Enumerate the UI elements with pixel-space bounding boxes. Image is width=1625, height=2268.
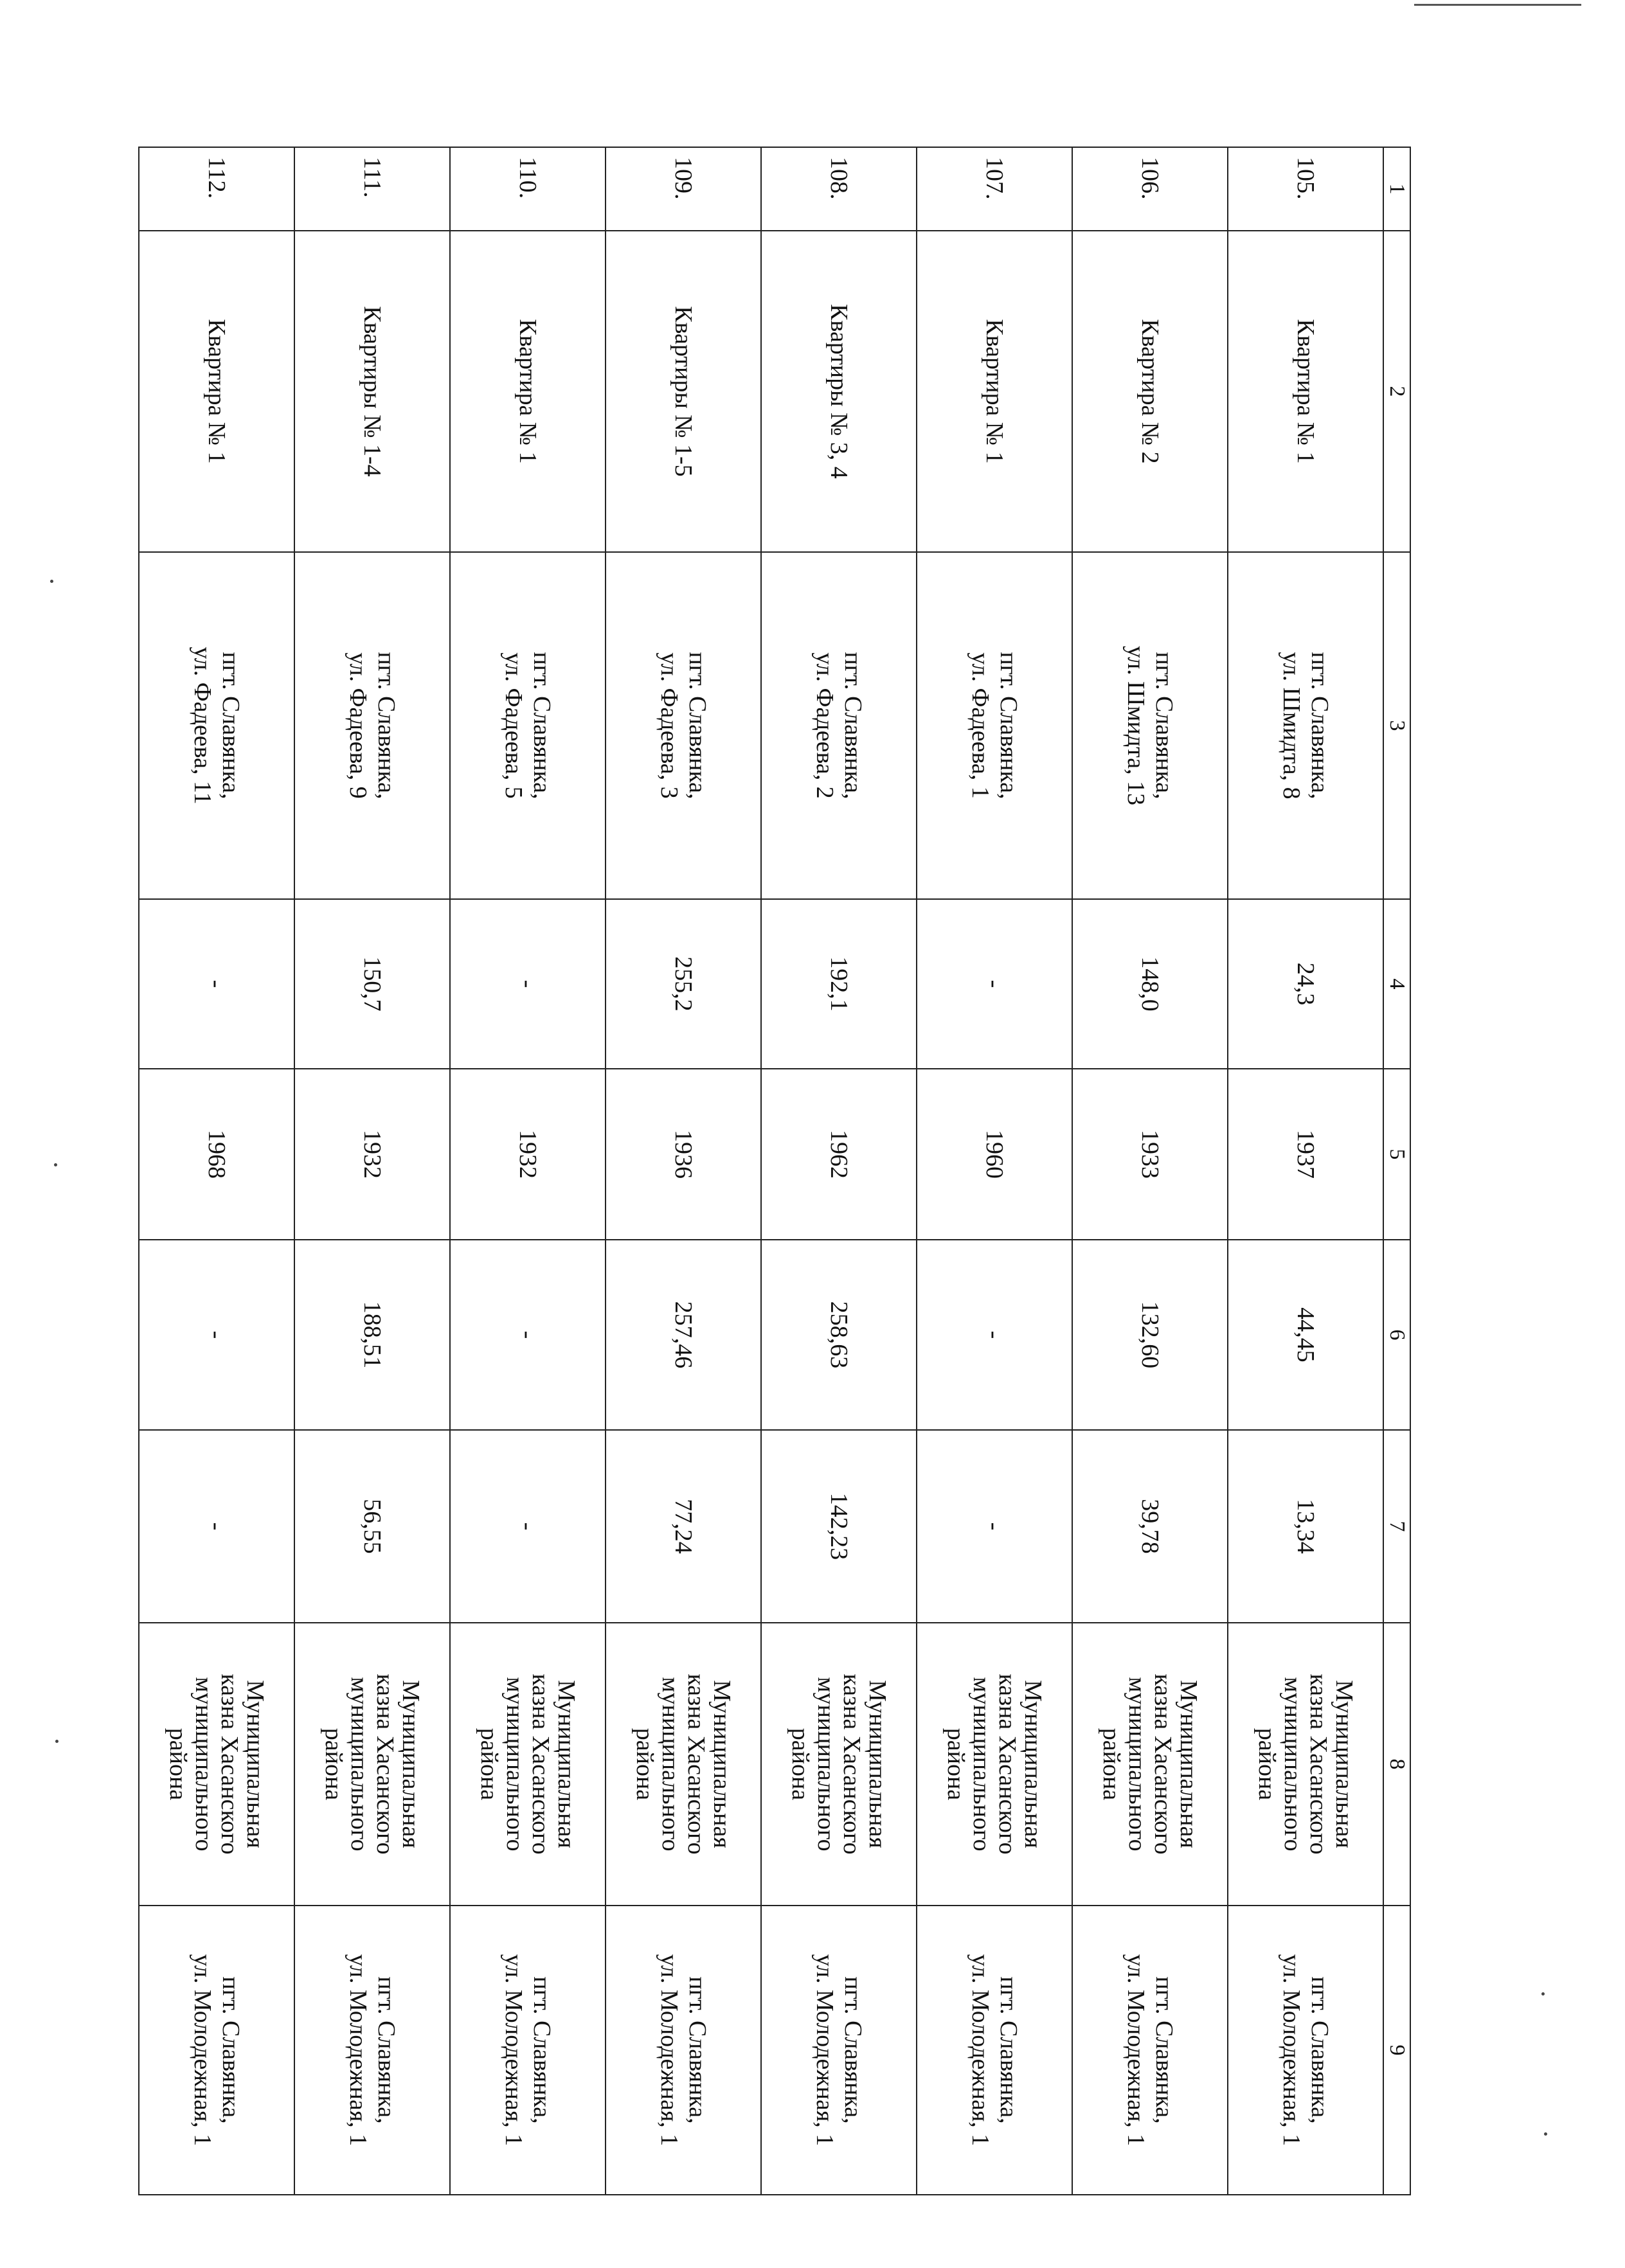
table-row [294,147,450,2195]
cell-line: ул. Молодежная, 1 [1122,1954,1149,2147]
object-name-cell: Квартиры № 1-5 [606,231,761,552]
year-cell: 1933 [1072,1069,1228,1240]
residual-value-cell: 142,23 [761,1430,917,1623]
cell-line: пгт. Славянка, [684,652,711,799]
cell-line: ул. Фадеева, 5 [500,652,527,799]
cell-line: казна Хасанского [683,1674,710,1855]
year-cell: 1968 [139,1069,294,1240]
cell-line: казна Хасанского [216,1674,243,1855]
cell-line: казна Хасанского [1149,1674,1176,1855]
object-address-cell [294,552,450,899]
row-number-cell: 112. [139,147,294,231]
cell-line: пгт. Славянка, [1151,1976,1178,2124]
holder-address-cell [917,1906,1072,2195]
cell-line: ул. Молодежная, 1 [1278,1954,1305,2147]
table-row [606,147,761,2195]
owner-cell [606,1623,761,1906]
cell-line: муниципального [346,1677,373,1852]
object-name-cell: Квартиры № 3, 4 [761,231,917,552]
area-cell: 255,2 [606,899,761,1069]
cell-line: Муниципальная [553,1680,580,1848]
object-address-cell [450,552,606,899]
cell-line: Муниципальная [242,1680,269,1848]
cell-line: района [631,1728,658,1801]
row-number-cell: 111. [294,147,450,231]
holder-address-cell [1072,1906,1228,2195]
cell-line: пгт. Славянка, [528,652,555,799]
cell-line: района [320,1728,347,1801]
cell-line: ул. Фадеева, 9 [345,652,372,799]
cell-line: ул. Шмидта, 13 [1122,645,1149,806]
area-cell: 192,1 [761,899,917,1069]
cell-line: Муниципальная [708,1680,735,1848]
cell-line: ул. Шмидта, 8 [1278,652,1305,799]
table-body [139,147,1410,2195]
area-cell: - [917,899,1072,1069]
residual-value-cell: 56,55 [294,1430,450,1623]
residual-value-cell: 13,34 [1228,1430,1383,1623]
cell-line: ул. Молодежная, 1 [345,1954,372,2147]
cell-line: казна Хасанского [994,1674,1021,1855]
cell-line: казна Хасанского [372,1674,399,1855]
year-cell: 1932 [294,1069,450,1240]
cell-line: пгт. Славянка, [839,652,866,799]
book-value-cell: - [917,1240,1072,1430]
column-number: 9 [1383,1906,1410,2195]
area-cell: 24,3 [1228,899,1383,1069]
object-name-cell: Квартира № 1 [1228,231,1383,552]
cell-line: ул. Молодежная, 1 [500,1954,527,2147]
column-number: 7 [1383,1430,1410,1623]
cell-line: пгт. Славянка, [1151,652,1178,799]
column-number-row [1383,147,1410,2195]
column-number: 1 [1383,147,1410,231]
table-row [917,147,1072,2195]
table-row [139,147,294,2195]
object-name-cell: Квартиры № 1-4 [294,231,450,552]
cell-line: ул. Молодежная, 1 [967,1954,994,2147]
area-cell: 150,7 [294,899,450,1069]
cell-line: Муниципальная [397,1680,424,1848]
object-address-cell [761,552,917,899]
cell-line: ул. Молодежная, 1 [189,1954,216,2147]
row-number-cell: 107. [917,147,1072,231]
owner-cell [294,1623,450,1906]
owner-cell [139,1623,294,1906]
cell-line: района [1253,1728,1280,1801]
object-name-cell: Квартира № 1 [450,231,606,552]
object-address-cell [917,552,1072,899]
cell-line: муниципального [657,1677,684,1852]
column-number: 5 [1383,1069,1410,1240]
row-number-cell: 106. [1072,147,1228,231]
cell-line: пгт. Славянка, [528,1976,555,2124]
cell-line: пгт. Славянка, [217,1976,244,2124]
cell-line: района [476,1728,503,1801]
book-value-cell: - [139,1240,294,1430]
row-number-cell: 108. [761,147,917,231]
year-cell: 1936 [606,1069,761,1240]
cell-line: ул. Фадеева, 1 [967,652,994,799]
object-address-cell [606,552,761,899]
cell-line: казна Хасанского [838,1674,865,1855]
cell-line: муниципального [1124,1677,1151,1852]
book-value-cell: 44,45 [1228,1240,1383,1430]
object-name-cell: Квартира № 2 [1072,231,1228,552]
cell-line: пгт. Славянка, [684,1976,711,2124]
cell-line: пгт. Славянка, [995,1976,1022,2124]
cell-line: ул. Молодежная, 1 [656,1954,683,2147]
object-address-cell [139,552,294,899]
holder-address-cell [761,1906,917,2195]
cell-line: Муниципальная [1019,1680,1046,1848]
row-number-cell: 105. [1228,147,1383,231]
cell-line: Муниципальная [1175,1680,1202,1848]
cell-line: пгт. Славянка, [373,1976,400,2124]
area-cell: - [139,899,294,1069]
area-cell: 148,0 [1072,899,1228,1069]
cell-line: пгт. Славянка, [995,652,1022,799]
holder-address-cell [606,1906,761,2195]
year-cell: 1960 [917,1069,1072,1240]
cell-line: района [942,1728,969,1801]
owner-cell [450,1623,606,1906]
cell-line: муниципального [501,1677,528,1852]
cell-line: района [787,1728,814,1801]
holder-address-cell [1228,1906,1383,2195]
row-number-cell: 109. [606,147,761,231]
cell-line: ул. Молодежная, 1 [811,1954,838,2147]
residual-value-cell: - [139,1430,294,1623]
owner-cell [917,1623,1072,1906]
property-register-table [138,147,1411,2195]
owner-cell [1228,1623,1383,1906]
year-cell: 1932 [450,1069,606,1240]
column-number: 4 [1383,899,1410,1069]
cell-line: пгт. Славянка, [1306,652,1333,799]
cell-line: казна Хасанского [527,1674,554,1855]
cell-line: муниципального [968,1677,995,1852]
cell-line: ул. Фадеева, 3 [656,652,683,799]
cell-line: муниципального [1279,1677,1306,1852]
cell-line: ул. Фадеева, 2 [811,652,838,799]
cell-line: района [1098,1728,1125,1801]
object-name-cell: Квартира № 1 [917,231,1072,552]
owner-cell [1072,1623,1228,1906]
object-address-cell [1072,552,1228,899]
holder-address-cell [139,1906,294,2195]
cell-line: муниципального [812,1677,839,1852]
cell-line: казна Хасанского [1305,1674,1332,1855]
row-number-cell: 110. [450,147,606,231]
table-row [1072,147,1228,2195]
residual-value-cell: 39,78 [1072,1430,1228,1623]
area-cell: - [450,899,606,1069]
year-cell: 1962 [761,1069,917,1240]
book-value-cell: - [450,1240,606,1430]
cell-line: Муниципальная [1331,1680,1358,1848]
column-number: 3 [1383,552,1410,899]
cell-line: пгт. Славянка, [373,652,400,799]
cell-line: Муниципальная [864,1680,891,1848]
residual-value-cell: 77,24 [606,1430,761,1623]
column-number: 8 [1383,1623,1410,1906]
table-row [1228,147,1383,2195]
table-row [450,147,606,2195]
residual-value-cell: - [917,1430,1072,1623]
cell-line: муниципального [190,1677,217,1852]
cell-line: пгт. Славянка, [217,652,244,799]
year-cell: 1937 [1228,1069,1383,1240]
book-value-cell: 188,51 [294,1240,450,1430]
residual-value-cell: - [450,1430,606,1623]
object-address-cell [1228,552,1383,899]
owner-cell [761,1623,917,1906]
cell-line: ул. Фадеева, 11 [189,647,216,805]
column-number: 2 [1383,231,1410,552]
cell-line: пгт. Славянка, [839,1976,866,2124]
cell-line: пгт. Славянка, [1306,1976,1333,2124]
object-name-cell: Квартира № 1 [139,231,294,552]
column-number: 6 [1383,1240,1410,1430]
holder-address-cell [294,1906,450,2195]
book-value-cell: 258,63 [761,1240,917,1430]
holder-address-cell [450,1906,606,2195]
table-row [761,147,917,2195]
book-value-cell: 257,46 [606,1240,761,1430]
cell-line: района [165,1728,192,1801]
book-value-cell: 132,60 [1072,1240,1228,1430]
